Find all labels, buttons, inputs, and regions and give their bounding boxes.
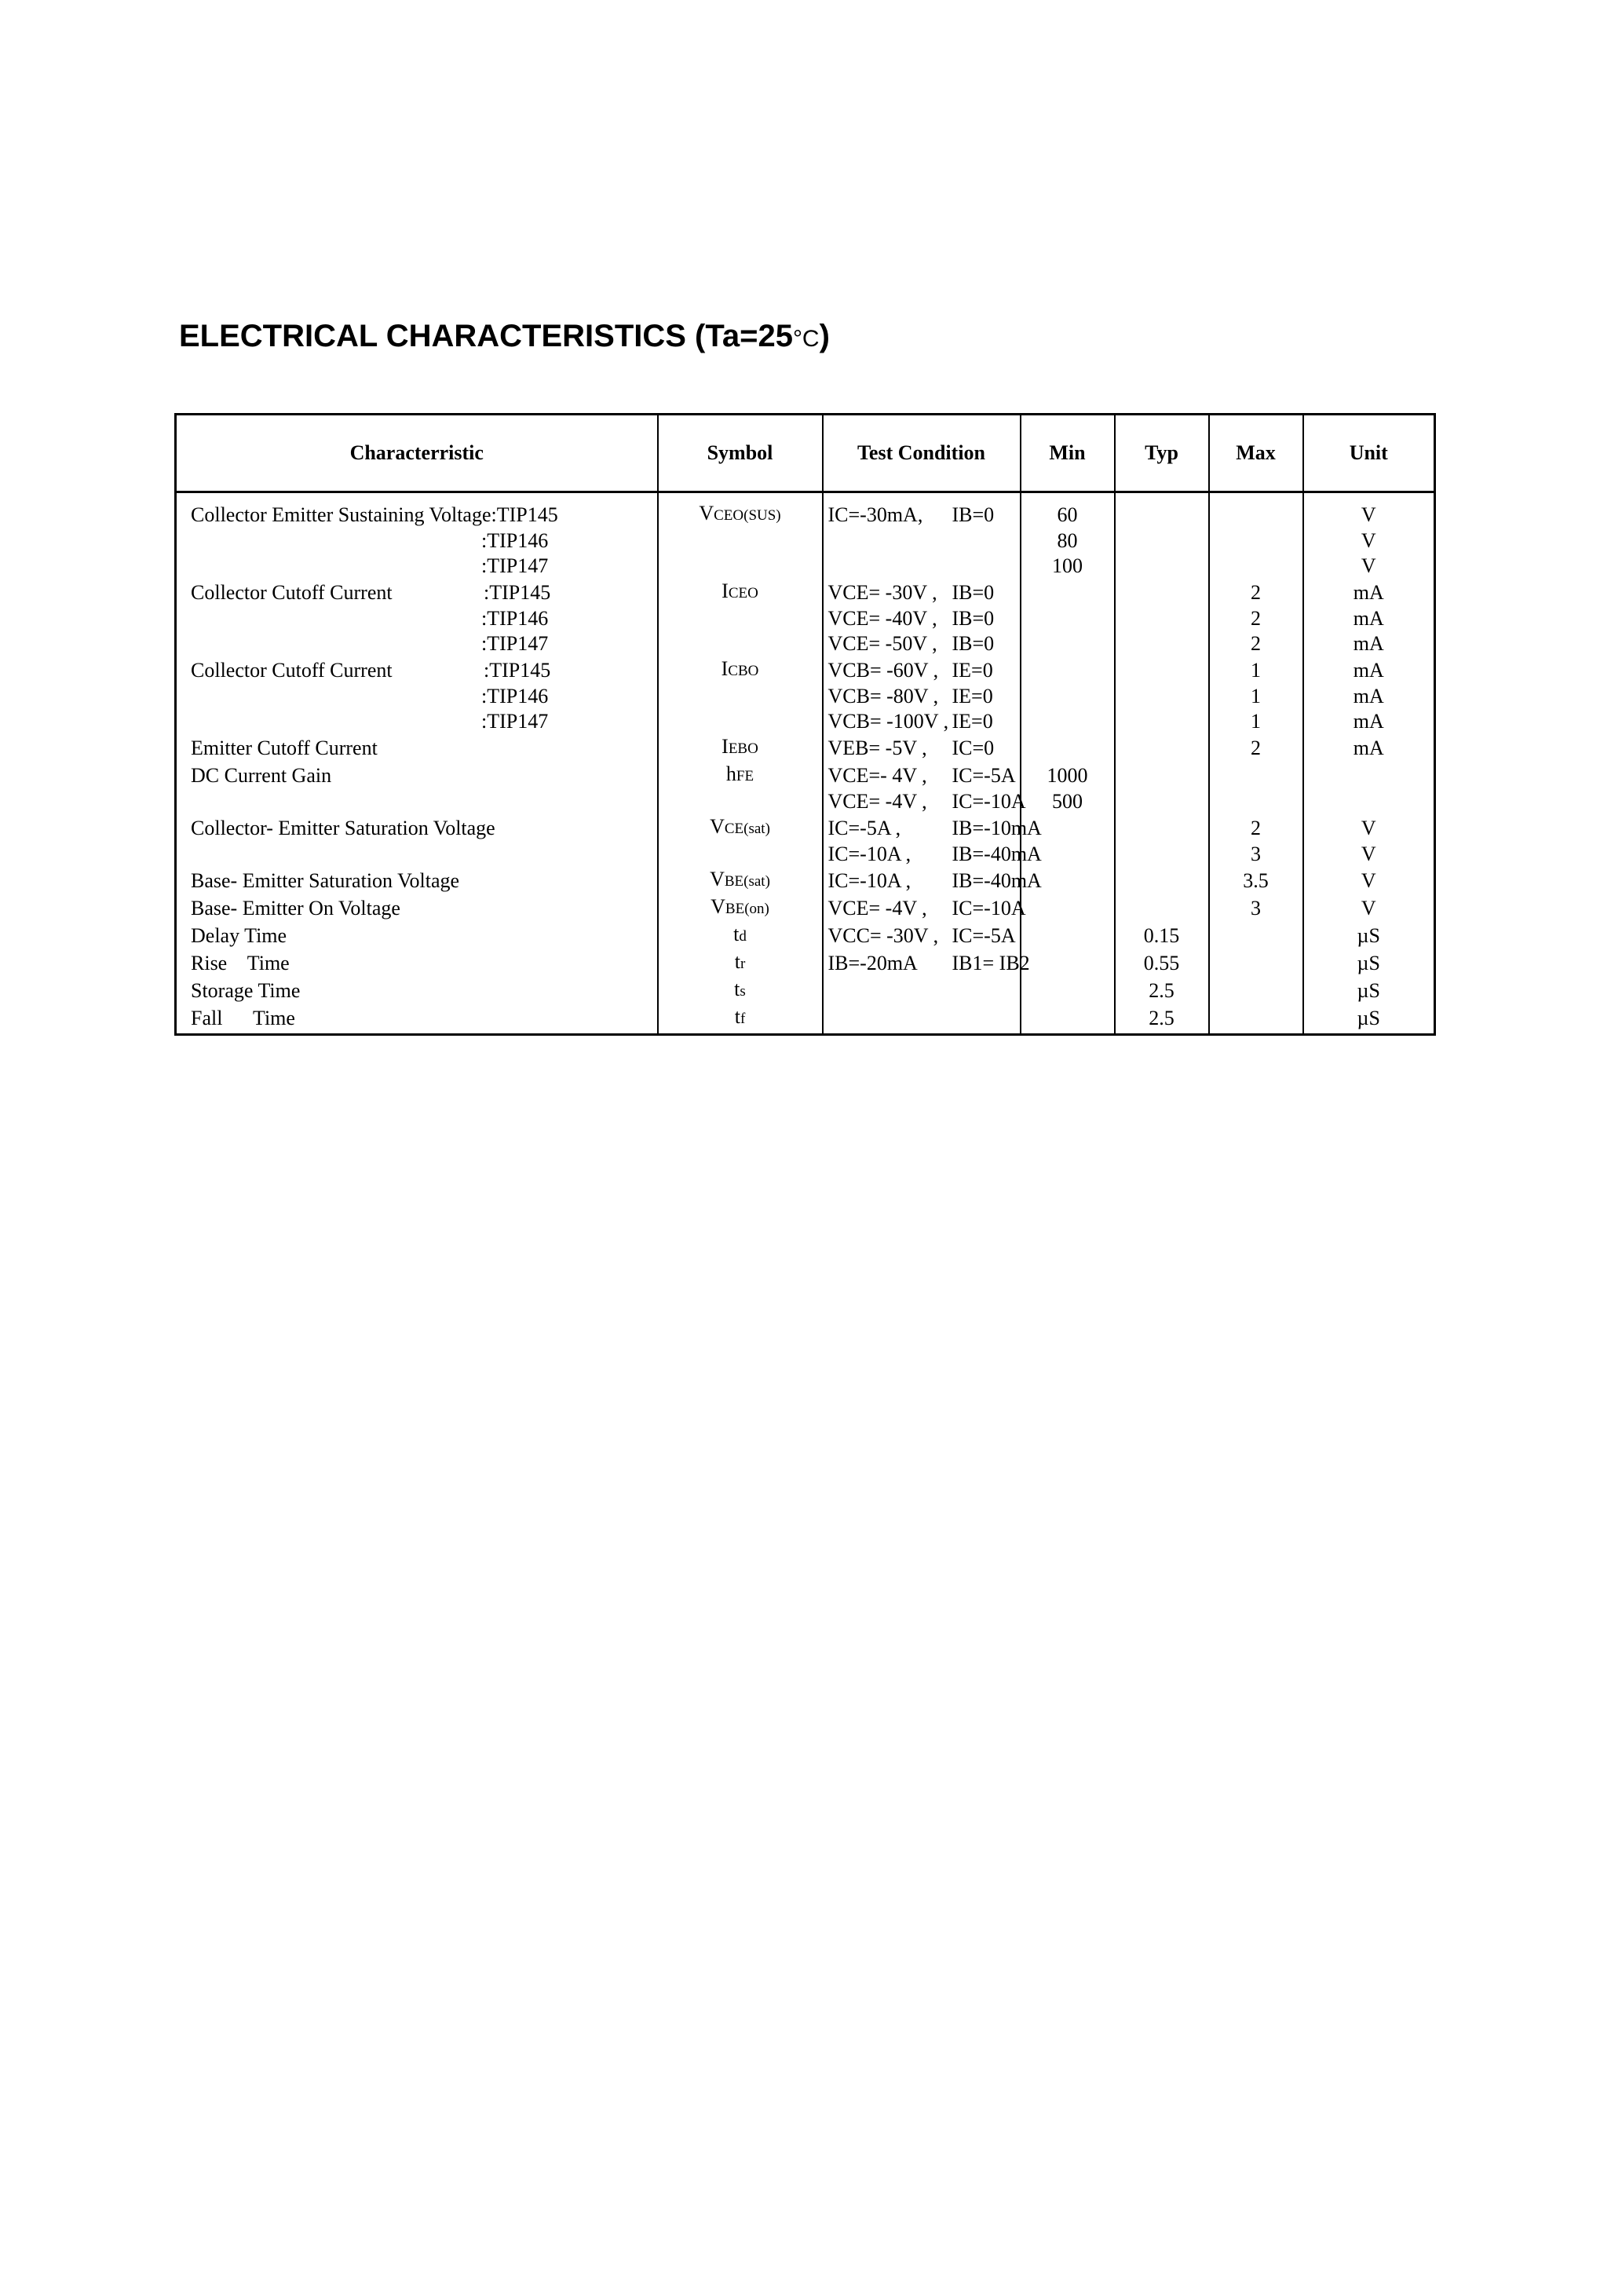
cell-test-condition xyxy=(823,492,1021,529)
cell-typ: 2.5 xyxy=(1115,1004,1209,1035)
cell-test-condition xyxy=(823,762,1021,789)
symbol-main: V xyxy=(710,815,725,838)
cell-min: 100 xyxy=(1021,554,1115,579)
condition-primary: VCC= -30V , xyxy=(827,923,939,947)
cell-symbol xyxy=(658,684,823,709)
cell-typ xyxy=(1115,656,1209,684)
cell-unit xyxy=(1303,789,1435,814)
cell-typ xyxy=(1115,789,1209,814)
cell-min: 500 xyxy=(1021,789,1115,814)
cell-max xyxy=(1209,977,1303,1004)
header-symbol: Symbol xyxy=(658,415,823,492)
symbol-subscript: CEO xyxy=(728,585,758,601)
symbol-main: t xyxy=(733,923,740,945)
cell-characteristic xyxy=(176,606,658,631)
cell-unit: V xyxy=(1303,842,1435,867)
symbol-subscript: d xyxy=(739,928,747,945)
cell-characteristic xyxy=(176,842,658,867)
condition-secondary: IC=-10A xyxy=(952,896,1026,919)
cell-test-condition xyxy=(823,709,1021,734)
cell-test-condition xyxy=(823,977,1021,1004)
cell-max xyxy=(1209,789,1303,814)
cell-typ: 0.55 xyxy=(1115,949,1209,977)
cell-typ xyxy=(1115,814,1209,842)
cell-max: 1 xyxy=(1209,709,1303,734)
cell-test-condition xyxy=(823,894,1026,922)
cell-characteristic xyxy=(176,977,658,1004)
table-row xyxy=(176,734,1435,762)
condition-secondary: IB=0 xyxy=(952,607,995,630)
cell-min xyxy=(1021,977,1115,1004)
characteristic-label: Collector- Emitter Saturation Voltage xyxy=(191,816,495,839)
cell-typ: 2.5 xyxy=(1115,977,1209,1004)
cell-symbol xyxy=(658,631,823,656)
symbol-subscript: s xyxy=(740,983,746,1000)
symbol-subscript: EBO xyxy=(728,740,758,757)
symbol-main: t xyxy=(734,1005,740,1028)
symbol-main: I xyxy=(721,657,729,680)
cell-min xyxy=(1021,894,1115,922)
condition-primary: VCE= -4V , xyxy=(827,896,927,919)
cell-unit: mA xyxy=(1303,631,1435,656)
cell-unit: µS xyxy=(1303,922,1435,949)
symbol-main: t xyxy=(734,950,740,973)
characteristic-label: Base- Emitter Saturation Voltage xyxy=(191,868,460,892)
condition-secondary: IC=0 xyxy=(952,736,995,759)
cell-characteristic xyxy=(176,554,658,579)
cell-characteristic xyxy=(176,709,658,734)
device-variant-label: :TIP146 xyxy=(481,529,549,552)
cell-max xyxy=(1209,922,1303,949)
cell-symbol xyxy=(658,528,823,554)
table-row xyxy=(176,579,1435,606)
cell-typ xyxy=(1115,684,1209,709)
characteristic-label: Collector Emitter Sustaining Voltage xyxy=(191,503,491,526)
cell-test-condition xyxy=(823,1004,1021,1035)
condition-secondary: IC=-5A xyxy=(952,763,1016,787)
cell-max: 2 xyxy=(1209,814,1303,842)
cell-min xyxy=(1021,684,1115,709)
cell-max xyxy=(1209,528,1303,554)
device-variant-label: :TIP146 xyxy=(481,607,549,630)
cell-typ xyxy=(1115,762,1209,789)
cell-unit: V xyxy=(1303,867,1435,894)
cell-symbol xyxy=(658,656,823,684)
condition-secondary: IB=-40mA xyxy=(952,843,1042,865)
cell-symbol xyxy=(658,579,823,606)
device-variant-label: :TIP146 xyxy=(481,685,549,707)
page-title xyxy=(179,319,830,354)
cell-max: 3 xyxy=(1209,894,1303,922)
title-text: ELECTRICAL CHARACTERISTICS (Ta=25 xyxy=(179,319,793,353)
cell-symbol xyxy=(658,814,823,842)
cell-max xyxy=(1209,1004,1303,1035)
table-row xyxy=(176,949,1435,977)
header-max: Max xyxy=(1209,415,1303,492)
cell-characteristic xyxy=(176,631,658,656)
cell-max: 1 xyxy=(1209,684,1303,709)
table-row xyxy=(176,842,1435,867)
cell-symbol xyxy=(658,709,823,734)
symbol-main: h xyxy=(725,762,736,785)
cell-test-condition xyxy=(823,528,1021,554)
cell-min: 1000 xyxy=(1021,762,1115,789)
cell-max: 2 xyxy=(1209,606,1303,631)
cell-unit: V xyxy=(1303,492,1435,529)
device-variant-label: :TIP147 xyxy=(481,632,549,655)
table-row xyxy=(176,922,1435,949)
cell-typ: 0.15 xyxy=(1115,922,1209,949)
header-characteristic: Characterristic xyxy=(176,415,658,492)
characteristic-label: Collector Cutoff Current xyxy=(191,658,393,682)
cell-typ xyxy=(1115,894,1209,922)
cell-min: 60 xyxy=(1021,492,1115,529)
cell-test-condition xyxy=(823,789,1026,814)
condition-secondary: IB=-10mA xyxy=(952,816,1042,839)
cell-test-condition xyxy=(823,814,1042,842)
characteristic-label: Storage Time xyxy=(191,978,301,1002)
condition-primary: VCB= -60V , xyxy=(827,658,939,682)
table-row xyxy=(176,709,1435,734)
cell-unit: µS xyxy=(1303,949,1435,977)
symbol-main: V xyxy=(711,895,725,918)
condition-primary: VCE= -40V , xyxy=(827,607,937,630)
cell-min xyxy=(1021,1004,1115,1035)
cell-typ xyxy=(1115,842,1209,867)
cell-typ xyxy=(1115,579,1209,606)
cell-symbol xyxy=(658,922,823,949)
cell-unit: mA xyxy=(1303,656,1435,684)
title-close: ) xyxy=(819,319,830,353)
table-row xyxy=(176,1004,1435,1035)
table-header-row xyxy=(176,415,1435,492)
cell-test-condition xyxy=(823,631,1021,656)
cell-max xyxy=(1209,554,1303,579)
cell-unit: mA xyxy=(1303,709,1435,734)
device-variant-label: :TIP145 xyxy=(484,658,551,682)
condition-primary: VCE=- 4V , xyxy=(827,763,927,787)
characteristic-label: Collector Cutoff Current xyxy=(191,580,393,604)
cell-characteristic xyxy=(176,789,658,814)
cell-test-condition xyxy=(823,842,1042,867)
condition-primary: VCE= -4V , xyxy=(827,790,927,813)
table-row xyxy=(176,684,1435,709)
table-row xyxy=(176,867,1435,894)
cell-max: 2 xyxy=(1209,579,1303,606)
cell-unit: µS xyxy=(1303,977,1435,1004)
cell-test-condition xyxy=(823,949,1030,977)
cell-min xyxy=(1021,656,1115,684)
cell-symbol xyxy=(658,734,823,762)
cell-unit: mA xyxy=(1303,606,1435,631)
header-test-condition: Test Condition xyxy=(823,415,1021,492)
cell-min xyxy=(1021,709,1115,734)
device-variant-label: :TIP145 xyxy=(491,503,558,526)
cell-test-condition xyxy=(823,734,1021,762)
table-row xyxy=(176,762,1435,789)
characteristic-label: Base- Emitter On Voltage xyxy=(191,896,400,919)
cell-min xyxy=(1021,949,1115,977)
header-unit: Unit xyxy=(1303,415,1435,492)
cell-symbol xyxy=(658,492,823,529)
cell-characteristic xyxy=(176,894,658,922)
cell-symbol xyxy=(658,789,823,814)
symbol-subscript: r xyxy=(740,956,746,972)
cell-symbol xyxy=(658,977,823,1004)
condition-primary: VCB= -80V , xyxy=(827,685,939,707)
cell-unit: mA xyxy=(1303,684,1435,709)
condition-primary: VCE= -30V , xyxy=(827,580,937,604)
table-row xyxy=(176,554,1435,579)
condition-primary: IC=-5A , xyxy=(827,816,901,839)
cell-typ xyxy=(1115,554,1209,579)
table-row xyxy=(176,492,1435,529)
cell-max: 3 xyxy=(1209,842,1303,867)
cell-symbol xyxy=(658,867,823,894)
condition-primary: IC=-10A , xyxy=(827,868,911,892)
symbol-subscript: f xyxy=(740,1011,746,1027)
condition-secondary: IB=-40mA xyxy=(952,868,1042,892)
symbol-subscript: FE xyxy=(736,768,754,784)
cell-min xyxy=(1021,734,1115,762)
symbol-subscript: CE(sat) xyxy=(724,821,770,837)
cell-unit: µS xyxy=(1303,1004,1435,1035)
cell-max xyxy=(1209,949,1303,977)
cell-test-condition xyxy=(823,579,1021,606)
condition-secondary: IE=0 xyxy=(952,685,993,707)
header-typ: Typ xyxy=(1115,415,1209,492)
cell-test-condition xyxy=(823,606,1021,631)
characteristic-label: Fall Time xyxy=(191,1006,295,1029)
condition-secondary: IB=0 xyxy=(952,580,995,604)
cell-characteristic xyxy=(176,867,658,894)
condition-secondary: IE=0 xyxy=(952,710,993,733)
table-row xyxy=(176,894,1435,922)
condition-primary: IC=-10A , xyxy=(827,843,911,865)
header-min: Min xyxy=(1021,415,1115,492)
characteristic-label: Delay Time xyxy=(191,923,287,947)
cell-symbol xyxy=(658,554,823,579)
characteristic-label: Emitter Cutoff Current xyxy=(191,736,378,759)
cell-test-condition xyxy=(823,922,1021,949)
cell-symbol xyxy=(658,894,823,922)
condition-primary: VCE= -50V , xyxy=(827,632,937,655)
cell-unit: mA xyxy=(1303,734,1435,762)
cell-symbol xyxy=(658,1004,823,1035)
cell-max: 3.5 xyxy=(1209,867,1303,894)
condition-primary: VCB= -100V , xyxy=(827,710,949,733)
cell-symbol xyxy=(658,762,823,789)
condition-secondary: IB1= IB2 xyxy=(952,951,1030,974)
cell-unit: V xyxy=(1303,814,1435,842)
cell-max: 1 xyxy=(1209,656,1303,684)
symbol-subscript: BE(on) xyxy=(725,901,769,917)
cell-typ xyxy=(1115,709,1209,734)
cell-min xyxy=(1021,631,1115,656)
table-row xyxy=(176,656,1435,684)
title-unit: °C xyxy=(792,326,820,352)
cell-characteristic xyxy=(176,922,658,949)
cell-typ xyxy=(1115,606,1209,631)
cell-characteristic xyxy=(176,492,658,529)
condition-primary: VEB= -5V , xyxy=(827,736,927,759)
symbol-subscript: CBO xyxy=(728,663,759,679)
condition-primary: IB=-20mA xyxy=(827,951,918,974)
cell-min xyxy=(1021,579,1115,606)
cell-test-condition xyxy=(823,656,1021,684)
cell-max xyxy=(1209,492,1303,529)
device-variant-label: :TIP147 xyxy=(481,554,549,577)
table-row xyxy=(176,814,1435,842)
symbol-main: V xyxy=(710,868,725,890)
cell-unit: V xyxy=(1303,894,1435,922)
cell-min xyxy=(1021,606,1115,631)
table-row xyxy=(176,528,1435,554)
cell-test-condition xyxy=(823,554,1021,579)
cell-max xyxy=(1209,762,1303,789)
symbol-subscript: CEO(SUS) xyxy=(714,507,781,524)
cell-typ xyxy=(1115,734,1209,762)
cell-characteristic xyxy=(176,684,658,709)
device-variant-label: :TIP147 xyxy=(481,710,549,733)
cell-typ xyxy=(1115,867,1209,894)
cell-unit: mA xyxy=(1303,579,1435,606)
cell-symbol xyxy=(658,842,823,867)
cell-characteristic xyxy=(176,734,658,762)
symbol-subscript: BE(sat) xyxy=(724,873,770,890)
cell-typ xyxy=(1115,492,1209,529)
cell-symbol xyxy=(658,606,823,631)
device-variant-label: :TIP145 xyxy=(484,580,551,604)
symbol-main: I xyxy=(721,579,729,602)
condition-secondary: IB=0 xyxy=(952,503,995,526)
condition-primary: IC=-30mA, xyxy=(827,503,923,526)
cell-min xyxy=(1021,922,1115,949)
electrical-characteristics-table xyxy=(174,413,1436,1036)
condition-secondary: IC=-10A xyxy=(952,790,1026,813)
symbol-main: V xyxy=(699,502,714,525)
cell-max: 2 xyxy=(1209,631,1303,656)
condition-secondary: IE=0 xyxy=(952,658,993,682)
cell-min: 80 xyxy=(1021,528,1115,554)
condition-secondary: IB=0 xyxy=(952,632,995,655)
cell-characteristic xyxy=(176,656,658,684)
table-row xyxy=(176,631,1435,656)
characteristic-label: DC Current Gain xyxy=(191,763,332,787)
characteristic-label: Rise Time xyxy=(191,951,290,974)
symbol-main: I xyxy=(721,735,729,758)
cell-characteristic xyxy=(176,814,658,842)
cell-test-condition xyxy=(823,867,1042,894)
cell-characteristic xyxy=(176,949,658,977)
table-row xyxy=(176,606,1435,631)
cell-unit: V xyxy=(1303,554,1435,579)
cell-characteristic xyxy=(176,762,658,789)
cell-unit xyxy=(1303,762,1435,789)
cell-max: 2 xyxy=(1209,734,1303,762)
cell-characteristic xyxy=(176,528,658,554)
cell-symbol xyxy=(658,949,823,977)
table-row xyxy=(176,789,1435,814)
cell-typ xyxy=(1115,528,1209,554)
condition-secondary: IC=-5A xyxy=(952,923,1016,947)
table-row xyxy=(176,977,1435,1004)
cell-test-condition xyxy=(823,684,1021,709)
cell-typ xyxy=(1115,631,1209,656)
symbol-main: t xyxy=(734,978,740,1000)
cell-characteristic xyxy=(176,1004,658,1035)
cell-characteristic xyxy=(176,579,658,606)
table-body xyxy=(176,492,1435,1035)
cell-unit: V xyxy=(1303,528,1435,554)
